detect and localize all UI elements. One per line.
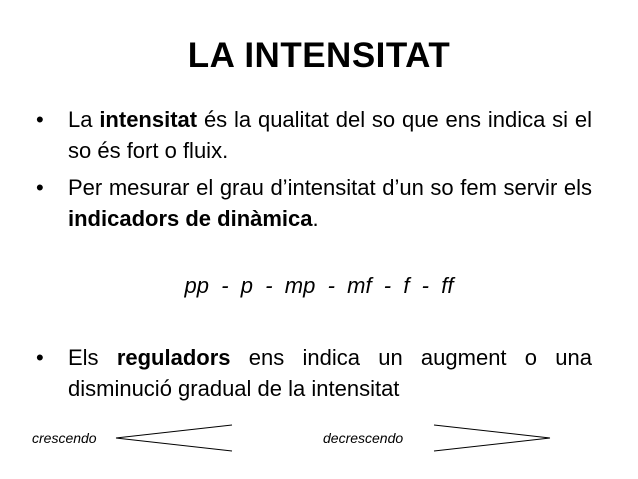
crescendo-hairpin-icon (110, 420, 240, 456)
bullet-text-bold: intensitat (99, 107, 198, 132)
bullet-marker: • (36, 107, 44, 132)
bullet-marker: • (36, 345, 44, 370)
bullet-text-part: Els (68, 345, 117, 370)
bullet-text-indicadors (68, 172, 592, 234)
decrescendo-hairpin-icon (428, 420, 558, 456)
bullet-text-part: ens indica un augment o una disminució gradual de la intensitat (68, 345, 592, 401)
crescendo-label: crescendo (32, 430, 97, 446)
bullet-text-part: . (312, 206, 319, 231)
decrescendo-label: decrescendo (323, 430, 404, 446)
bullet-text-part: és la qualitat del so que ens indica si el so és fort o fluix. (68, 107, 592, 163)
bullet-text-reguladors (68, 342, 592, 404)
bullet-marker: • (36, 175, 44, 200)
dynamics-scale: pp - p - mp - mf - f - ff (184, 273, 454, 298)
bullet-text-bold: reguladors (116, 345, 231, 370)
bullet-text-part: Per mesurar el grau d’intensitat d’un so fem servir els (68, 175, 592, 200)
bullet-text-part: La (68, 107, 100, 132)
slide-title: LA INTENSITAT (187, 36, 451, 75)
bullet-text-intensitat (68, 104, 592, 166)
bullet-text-bold: indicadors de dinàmica (68, 206, 313, 231)
